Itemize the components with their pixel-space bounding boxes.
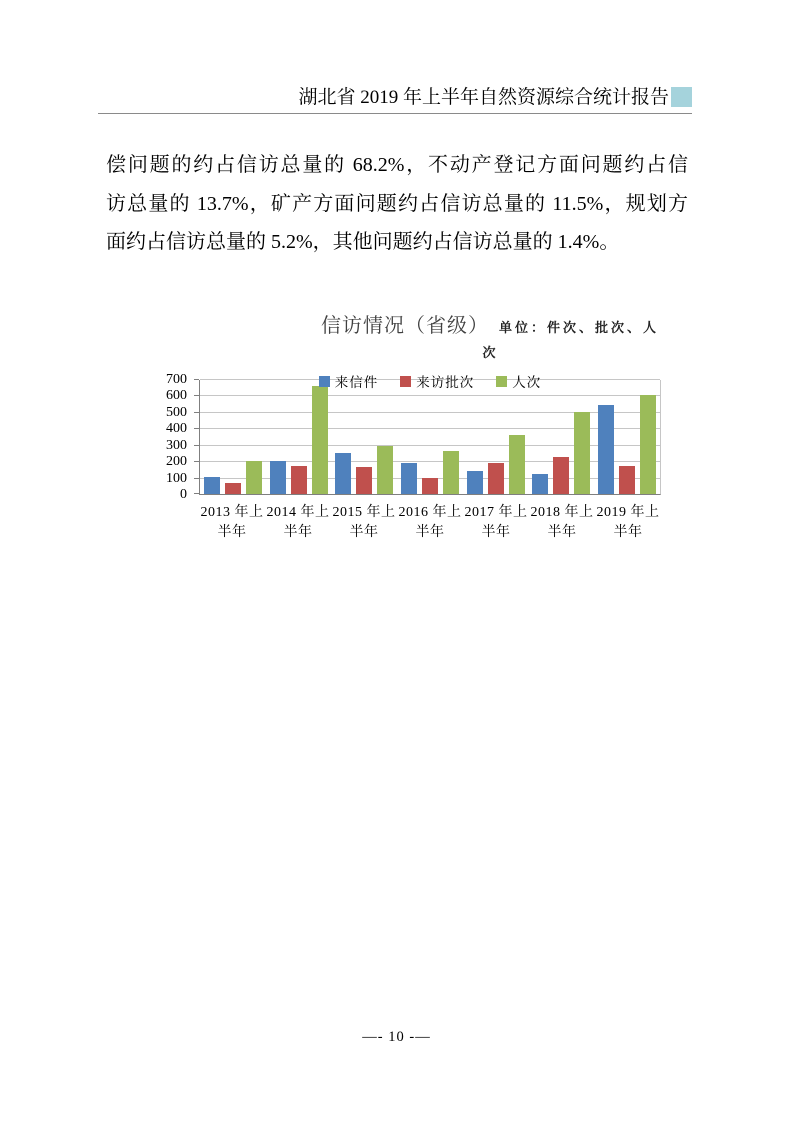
report-header <box>98 85 692 110</box>
y-tick-label: 700 <box>166 372 187 387</box>
legend-swatch-icon <box>319 376 330 387</box>
y-tick-mark <box>194 412 199 413</box>
x-tick-line2: 半年 <box>217 525 247 540</box>
y-tick-mark <box>194 395 199 396</box>
bar-来访批次 <box>225 483 241 494</box>
bar-来访批次 <box>356 467 372 494</box>
x-tick-line2: 半年 <box>481 525 511 540</box>
bar-来信件 <box>335 453 351 494</box>
x-tick-line1: 2018 年上 <box>530 505 594 520</box>
y-tick-label: 400 <box>166 421 187 437</box>
chart-title: 信访情况（省级） <box>320 315 489 337</box>
y-tick-label: 300 <box>166 437 187 453</box>
bar-人次 <box>312 386 328 494</box>
y-tick-mark <box>194 478 199 479</box>
body-line: 偿问题的约占信访总量的 68.2%，不动产登记方面问题约占信 <box>106 154 688 176</box>
y-tick-label: 600 <box>166 388 187 404</box>
legend-swatch-icon <box>400 376 411 387</box>
chart-unit-label: 单位：件次、批次、人 <box>498 320 659 335</box>
bar-人次 <box>509 435 525 494</box>
header-divider <box>98 113 692 114</box>
bar-group <box>200 380 266 494</box>
bar-group <box>529 380 595 494</box>
bar-来信件 <box>598 405 614 494</box>
x-tick-line1: 2015 年上 <box>332 505 396 520</box>
x-tick-line2: 半年 <box>283 525 313 540</box>
y-tick-label: 0 <box>180 487 187 502</box>
x-tick-label <box>595 503 661 543</box>
x-tick-line2: 半年 <box>415 525 445 540</box>
bar-group <box>266 380 332 494</box>
x-tick-label <box>199 503 265 543</box>
legend-item <box>319 371 379 391</box>
x-tick-line1: 2013 年上 <box>200 505 264 520</box>
x-tick-label <box>463 503 529 543</box>
x-tick-label <box>331 503 397 543</box>
chart-title-block <box>300 309 680 361</box>
x-tick-label <box>397 503 463 543</box>
body-line: 访总量的 13.7%，矿产方面问题约占信访总量的 11.5%，规划方 <box>106 192 688 215</box>
x-tick-line1: 2019 年上 <box>596 505 660 520</box>
legend-label: 来信件 <box>334 375 379 390</box>
bar-来访批次 <box>291 466 307 494</box>
bar-来信件 <box>467 471 483 494</box>
page-footer <box>0 1029 793 1046</box>
y-tick-mark <box>194 461 199 462</box>
bar-group <box>463 380 529 494</box>
bar-来访批次 <box>422 478 438 494</box>
bar-来访批次 <box>619 466 635 494</box>
chart-title-line <box>300 309 680 338</box>
legend-label: 来访批次 <box>416 375 475 390</box>
legend-item <box>400 371 474 391</box>
y-tick-label: 200 <box>166 454 187 470</box>
bar-人次 <box>574 412 590 494</box>
bar-人次 <box>246 461 262 494</box>
bar-来访批次 <box>553 457 569 494</box>
plot-area <box>199 380 661 495</box>
bar-group <box>594 380 660 494</box>
bar-人次 <box>640 395 656 494</box>
x-tick-line2: 半年 <box>349 525 379 540</box>
y-tick-mark <box>194 428 199 429</box>
bar-来信件 <box>532 474 548 494</box>
bar-人次 <box>443 451 459 494</box>
report-header-title: 湖北省 2019 年上半年自然资源综合统计报告 <box>298 87 669 108</box>
x-tick-label <box>265 503 331 543</box>
y-tick-mark <box>194 493 199 494</box>
x-tick-line2: 半年 <box>547 525 577 540</box>
y-tick-label: 100 <box>166 470 187 486</box>
y-axis-labels <box>145 372 193 502</box>
bar-来信件 <box>270 461 286 494</box>
x-tick-label <box>529 503 595 543</box>
chart-unit-label-line2: 次 <box>482 345 498 360</box>
header-accent-square <box>671 87 692 107</box>
body-line: 面约占信访总量的 5.2%，其他问题约占信访总量的 1.4%。 <box>106 231 620 254</box>
bar-来信件 <box>204 477 220 494</box>
y-tick-label: 500 <box>166 404 187 420</box>
x-tick-line1: 2016 年上 <box>398 505 462 520</box>
bar-人次 <box>377 446 393 494</box>
x-tick-line1: 2014 年上 <box>266 505 330 520</box>
legend-label: 人次 <box>512 375 542 390</box>
legend-item <box>496 371 541 391</box>
body-paragraph <box>106 146 688 262</box>
bar-group <box>331 380 397 494</box>
x-tick-line2: 半年 <box>613 525 643 540</box>
x-tick-line1: 2017 年上 <box>464 505 528 520</box>
x-axis-labels <box>199 503 661 543</box>
bar-group <box>397 380 463 494</box>
legend-swatch-icon <box>496 376 507 387</box>
page-number: —- 10 -— <box>362 1029 431 1045</box>
bar-来信件 <box>401 463 417 494</box>
chart-legend <box>199 371 661 391</box>
y-tick-mark <box>194 445 199 446</box>
bar-来访批次 <box>488 463 504 494</box>
